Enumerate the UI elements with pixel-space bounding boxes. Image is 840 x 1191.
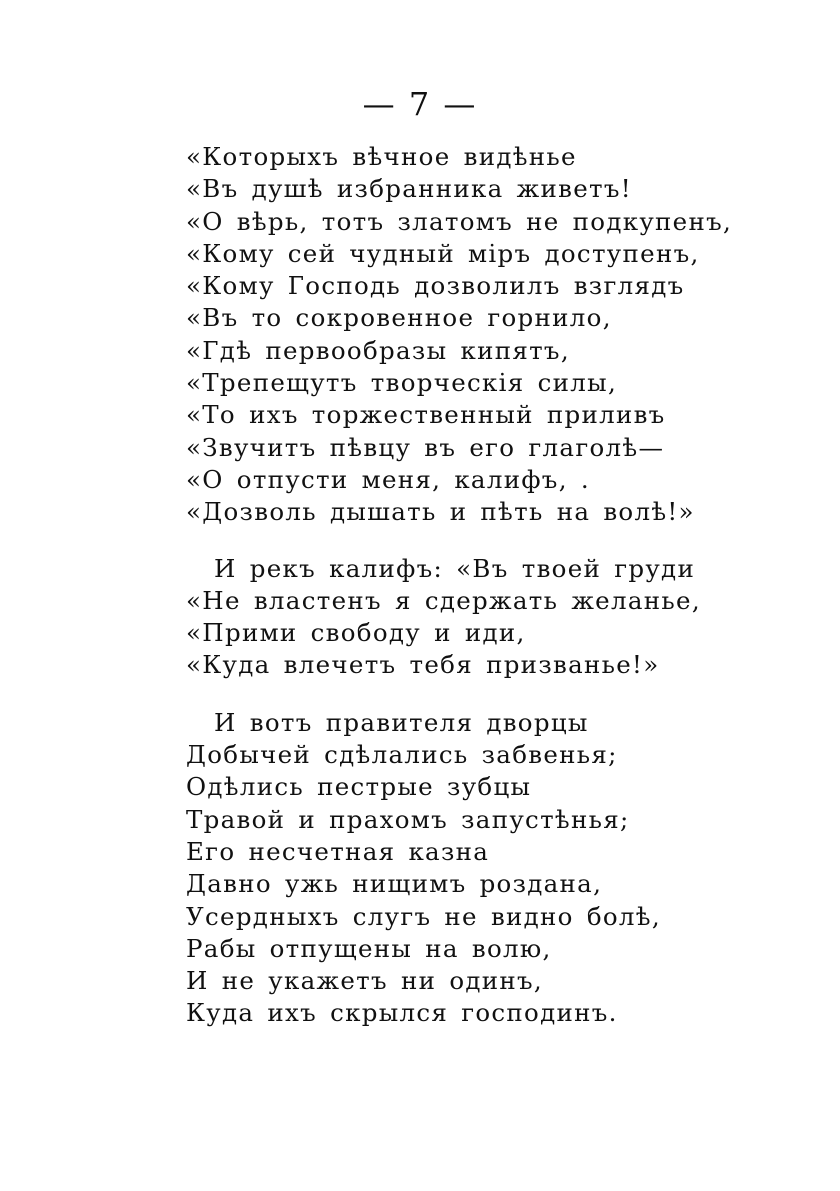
poem-line: «Кому Господь дозволилъ взглядъ <box>186 271 685 301</box>
stanza-gap <box>186 682 806 707</box>
poem-line: Усердныхъ слугъ не видно болѣ, <box>186 901 661 931</box>
stanza-2 <box>186 553 806 682</box>
poem-line: Давно ужь нищимъ роздана, <box>186 869 603 899</box>
poem-line: «Дозволь дышать и пѣть на волѣ!» <box>186 497 695 527</box>
poem-line: И вотъ правителя дворцы <box>214 707 589 737</box>
poem-line: Одѣлись пестрые зубцы <box>186 772 532 802</box>
poem-line: «Звучитъ пѣвцу въ его глаголѣ— <box>186 432 665 462</box>
poem-line: Его несчетная казна <box>186 836 490 866</box>
poem-line: «Въ то сокровенное горнило, <box>186 303 612 333</box>
poem-line: Добычей сдѣлались забвенья; <box>186 740 618 770</box>
poem-line: «То ихъ торжественный приливъ <box>186 400 666 430</box>
poem-line: «Куда влечетъ тебя призванье!» <box>186 650 660 680</box>
page-number: — 7 — <box>362 85 478 123</box>
poem-line: И не укажетъ ни одинъ, <box>186 966 543 996</box>
poem <box>186 141 806 1030</box>
poem-line: Куда ихъ скрылся господинъ. <box>186 998 618 1028</box>
poem-line: «Прими свободу и иди, <box>186 618 526 648</box>
poem-line: Травой и прахомъ запустѣнья; <box>186 804 630 834</box>
poem-line: «Трепещутъ творческія силы, <box>186 368 618 398</box>
poem-line: «Не властенъ я сдержать желанье, <box>186 585 701 615</box>
poem-line: И рекъ калифъ: «Въ твоей груди <box>214 553 696 583</box>
stanza-3 <box>186 707 806 1030</box>
poem-line: «О отпусти меня, калифъ, . <box>186 464 590 494</box>
poem-line: «Кому сей чудный міръ доступенъ, <box>186 238 700 268</box>
poem-line: «Въ душѣ избранника живетъ! <box>186 174 632 204</box>
poem-line: Рабы отпущены на волю, <box>186 933 552 963</box>
stanza-gap <box>186 529 806 553</box>
poem-line: «Гдѣ первообразы кипятъ, <box>186 335 570 365</box>
stanza-1 <box>186 141 806 529</box>
poem-line: «О вѣрь, тотъ златомъ не подкупенъ, <box>186 206 733 236</box>
poem-line: «Которыхъ вѣчное видѣнье <box>186 142 577 171</box>
